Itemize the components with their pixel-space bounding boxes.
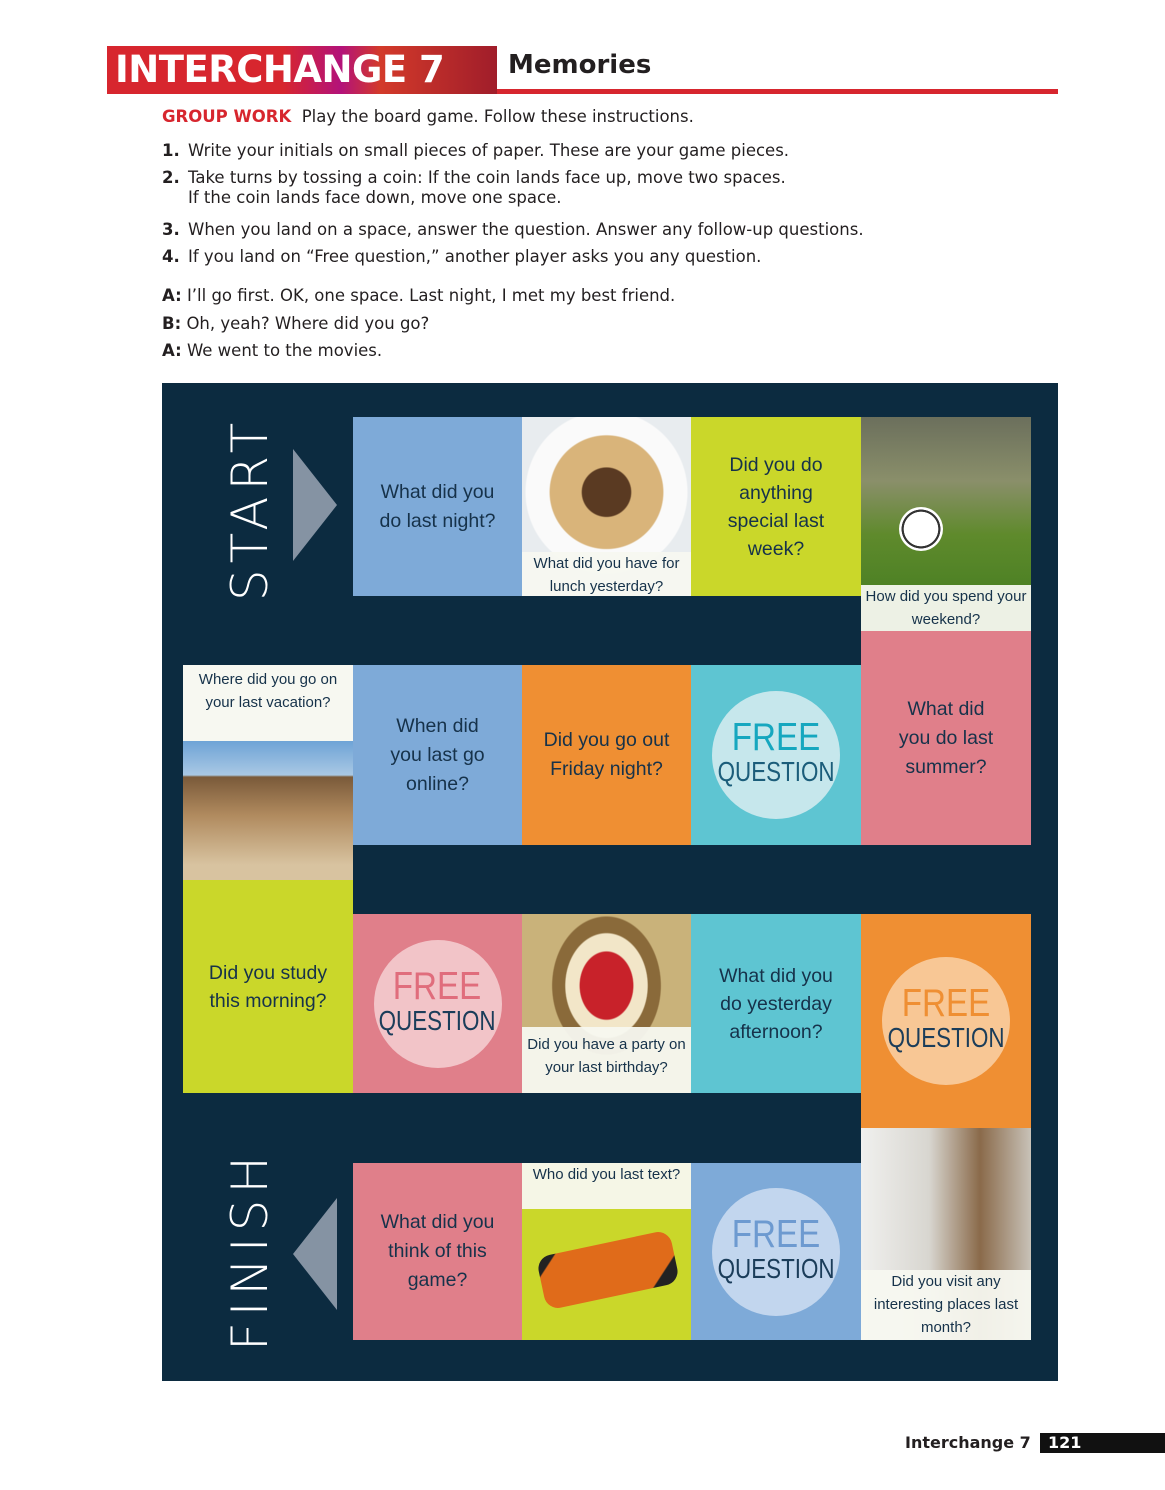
photo-vacation[interactable]: [183, 665, 353, 880]
question: Where did you go on your last vacation?: [183, 665, 353, 741]
page-title: Memories: [508, 50, 652, 80]
dialog-line: [162, 341, 382, 361]
space-yesterday-afternoon[interactable]: [691, 914, 861, 1093]
space-this-game[interactable]: [353, 1163, 522, 1340]
free-question-1[interactable]: [691, 665, 861, 845]
question-text: QUESTION: [717, 1252, 835, 1284]
footer-label: Interchange 7: [905, 1433, 1031, 1452]
free-question-2[interactable]: [353, 914, 522, 1093]
free-text: FREE: [731, 716, 821, 759]
question: Did you study this morning?: [208, 961, 328, 1012]
space-friday-night[interactable]: [522, 665, 691, 845]
instruction-4: [162, 247, 761, 267]
finish-label: FINISH: [221, 1150, 279, 1351]
question-text: QUESTION: [717, 756, 835, 787]
line: We went to the movies.: [186, 341, 383, 360]
interchange-badge: INTERCHANGE 7: [107, 46, 497, 94]
step-number: 4.: [162, 247, 180, 266]
space-last-week[interactable]: [691, 417, 861, 596]
photo-birthday-cake[interactable]: [522, 914, 691, 1093]
photo-museum[interactable]: [861, 1128, 1031, 1340]
question: Did you do anything special last week?: [727, 453, 825, 560]
question: What did you do last night?: [379, 480, 496, 532]
space-study[interactable]: [183, 880, 353, 1093]
question-text: QUESTION: [379, 1004, 497, 1036]
question: When did you last go online?: [390, 714, 485, 795]
start-arrow-icon: [293, 449, 337, 561]
free-text: FREE: [731, 1212, 821, 1256]
speaker: A:: [162, 341, 182, 360]
instruction-3: [162, 220, 864, 240]
step-text: Write your initials on small pieces of paper. These are your game pieces.: [188, 141, 790, 160]
photo-noodles[interactable]: [522, 417, 691, 596]
speaker: B:: [162, 314, 182, 333]
question: Did you go out Friday night?: [543, 729, 670, 780]
group-work-label: GROUP WORK: [162, 107, 292, 126]
photo-soccer[interactable]: [861, 417, 1031, 631]
soccer-ball-icon: [899, 507, 943, 551]
photo-phone[interactable]: [522, 1163, 691, 1340]
space-last-summer[interactable]: [861, 631, 1031, 845]
free-question-4[interactable]: [691, 1163, 861, 1340]
free-question-3[interactable]: [861, 914, 1031, 1128]
question: What did you do last summer?: [898, 697, 994, 778]
step-text: If you land on “Free question,” another player asks you any question.: [188, 247, 762, 266]
dialog-line: [162, 314, 429, 334]
free-badge: [882, 957, 1010, 1085]
instruction-2: [162, 168, 786, 208]
free-badge: [374, 940, 502, 1068]
free-badge: [712, 691, 840, 819]
smartphone-icon: [536, 1229, 680, 1310]
speaker: A:: [162, 286, 182, 305]
line: I’ll go first. OK, one space. Last night, I met my best friend.: [186, 286, 676, 305]
finish-arrow-icon: [293, 1198, 337, 1310]
question: Who did you last text?: [522, 1163, 691, 1209]
intro-text: Play the board game. Follow these instructions.: [301, 107, 694, 126]
question: What did you think of this game?: [380, 1211, 495, 1291]
header-rule: [497, 89, 1058, 94]
free-text: FREE: [393, 964, 482, 1008]
step-text: Take turns by tossing a coin: If the coin lands face up, move two spaces.: [188, 168, 786, 187]
step-text-cont: If the coin lands face down, move one space.: [188, 188, 562, 207]
line: Oh, yeah? Where did you go?: [186, 314, 430, 333]
space-last-night[interactable]: [353, 417, 522, 596]
question: What did you do yesterday afternoon?: [719, 964, 833, 1043]
step-number: 3.: [162, 220, 180, 239]
dialog-line: [162, 286, 675, 306]
free-badge: [712, 1188, 840, 1316]
free-text: FREE: [901, 982, 991, 1025]
start-label: START: [221, 416, 279, 602]
question: Did you have a party on your last birthday?: [522, 1027, 691, 1093]
step-number: 2.: [162, 168, 180, 187]
intro: [162, 107, 694, 127]
step-number: 1.: [162, 141, 180, 160]
instruction-1: [162, 141, 789, 161]
step-text: When you land on a space, answer the question. Answer any follow-up questions.: [188, 220, 864, 239]
question: Did you visit any interesting places last month?: [861, 1270, 1031, 1340]
space-online[interactable]: [353, 665, 522, 845]
question-text: QUESTION: [887, 1022, 1005, 1053]
question: How did you spend your weekend?: [861, 585, 1031, 631]
question: What did you have for lunch yesterday?: [522, 552, 691, 596]
page-number: 121: [1040, 1433, 1165, 1453]
